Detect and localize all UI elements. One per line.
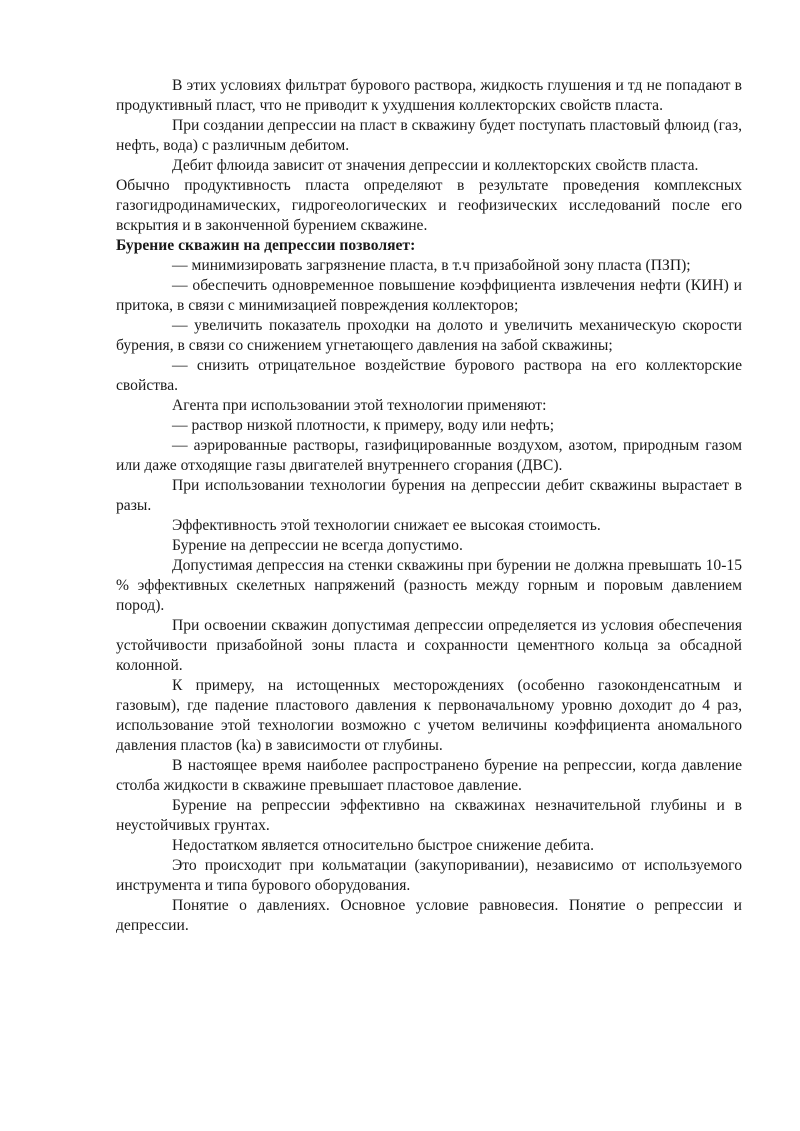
list-item: — обеспечить одновременное повышение коэффициента извлечения нефти (КИН) и притока, в связи с минимизацией повреждения коллекторов; [116, 277, 742, 314]
list-item: — снизить отрицательное воздействие бурового раствора на его коллекторские свойства. [116, 357, 742, 394]
paragraph: Обычно продуктивность пласта определяют в результате проведения комплексных газогидродинамических, гидрогеологических и геофизических исследований после его вскрытия и в законченной бурением скважине. [116, 177, 742, 234]
paragraph: Понятие о давлениях. Основное условие равновесия. Понятие о репрессии и депрессии. [116, 897, 742, 934]
paragraph: В настоящее время наиболее распространено бурение на репрессии, когда давление столба жидкости в скважине превышает пластовое давление. [116, 757, 742, 794]
paragraph: К примеру, на истощенных месторождениях (особенно газоконденсатным и газовым), где падение пластового давления к первоначальному уровню доходит до 4 раз, использование этой технологии возможно с учетом величины коэффициента аномального давления пластов (ka) в зависимости от глубины. [116, 677, 742, 754]
paragraph: Агента при использовании этой технологии применяют: [172, 397, 547, 414]
paragraph: Бурение на репрессии эффективно на скважинах незначительной глубины и в неустойчивых грунтах. [116, 797, 742, 834]
paragraph: Это происходит при кольматации (закупоривании), независимо от используемого инструмента и типа бурового оборудования. [116, 857, 742, 894]
paragraph: При использовании технологии бурения на депрессии дебит скважины вырастает в разы. [116, 477, 742, 514]
list-item: — аэрированные растворы, газифицированные воздухом, азотом, природным газом или даже отходящие газы двигателей внутреннего сгорания (ДВС). [116, 437, 742, 474]
paragraph: Недостатком является относительно быстрое снижение дебита. [172, 837, 594, 854]
list-item: — раствор низкой плотности, к примеру, воду или нефть; [172, 417, 555, 434]
paragraph: Бурение на депрессии не всегда допустимо. [172, 537, 463, 554]
list-item: — увеличить показатель проходки на долото и увеличить механическую скорости бурения, в связи со снижением угнетающего давления на забой скважины; [116, 317, 742, 354]
paragraph: При создании депрессии на пласт в скважину будет поступать пластовый флюид (газ, нефть, вода) с различным дебитом. [116, 117, 742, 154]
paragraph: Дебит флюида зависит от значения депрессии и коллекторских свойств пласта. [172, 157, 699, 174]
paragraph: При освоении скважин допустимая депрессии определяется из условия обеспечения устойчивости призабойной зоны пласта и сохранности цементного кольца за обсадной колонной. [116, 617, 742, 674]
paragraph: Эффективность этой технологии снижает ее высокая стоимость. [172, 517, 601, 534]
list-item: — минимизировать загрязнение пласта, в т.ч призабойной зону пласта (ПЗП); [172, 257, 691, 274]
section-heading: Бурение скважин на депрессии позволяет: [116, 237, 416, 254]
paragraph: В этих условиях фильтрат бурового раствора, жидкость глушения и тд не попадают в продуктивный пласт, что не приводит к ухудшения коллекторских свойств пласта. [116, 77, 742, 114]
document-page [116, 76, 742, 936]
paragraph: Допустимая депрессия на стенки скважины при бурении не должна превышать 10-15 % эффективных скелетных напряжений (разность между горным и поровым давлением пород). [116, 557, 742, 614]
